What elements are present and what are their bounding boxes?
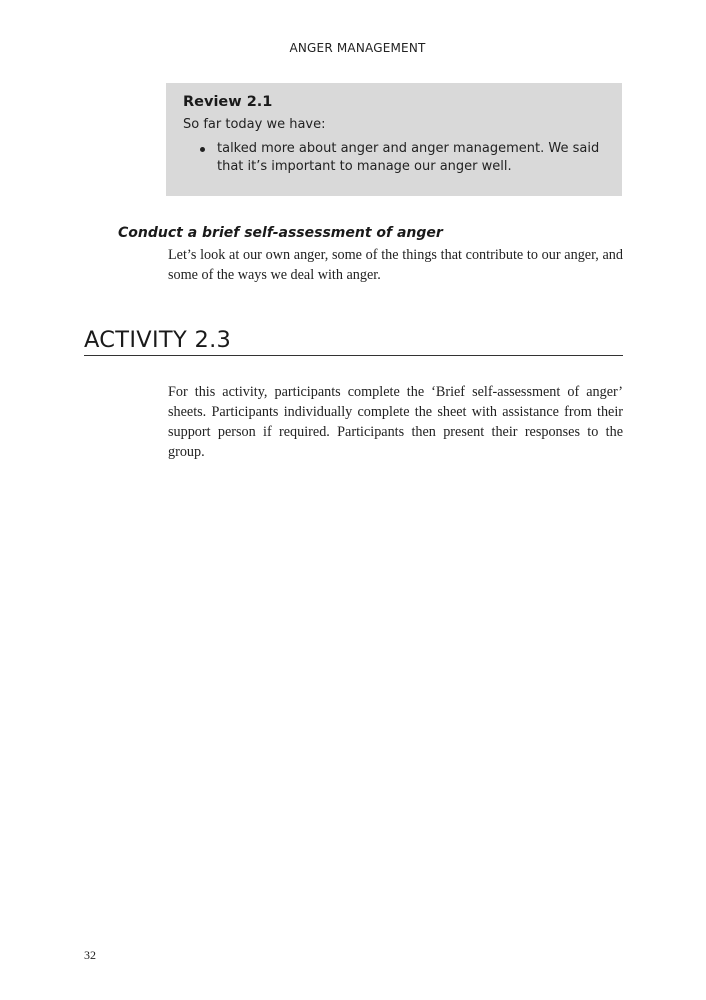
- bullet-icon: [200, 147, 205, 152]
- activity-paragraph: For this activity, participants complete the ‘Brief self-assessment of anger’ sheets. Participants individually complete the sheet with assistance from their support person if required. Participants then present their responses to the group.: [168, 384, 623, 460]
- review-item-text: talked more about anger and anger management. We said that it’s important to manage our anger well.: [217, 141, 600, 174]
- page-number: 32: [84, 948, 96, 962]
- section-subheading: Conduct a brief self-assessment of anger: [118, 225, 443, 241]
- section-paragraph: Let’s look at our own anger, some of the things that contribute to our anger, and some of the ways we deal with anger.: [168, 247, 623, 283]
- review-intro: So far today we have:: [183, 117, 326, 132]
- review-list: [183, 140, 605, 176]
- review-title: Review 2.1: [183, 94, 273, 110]
- running-head: ANGER MANAGEMENT: [289, 41, 426, 55]
- review-list-item: [183, 140, 605, 176]
- activity-heading: ACTIVITY 2.3: [84, 327, 623, 356]
- review-box: [166, 83, 622, 196]
